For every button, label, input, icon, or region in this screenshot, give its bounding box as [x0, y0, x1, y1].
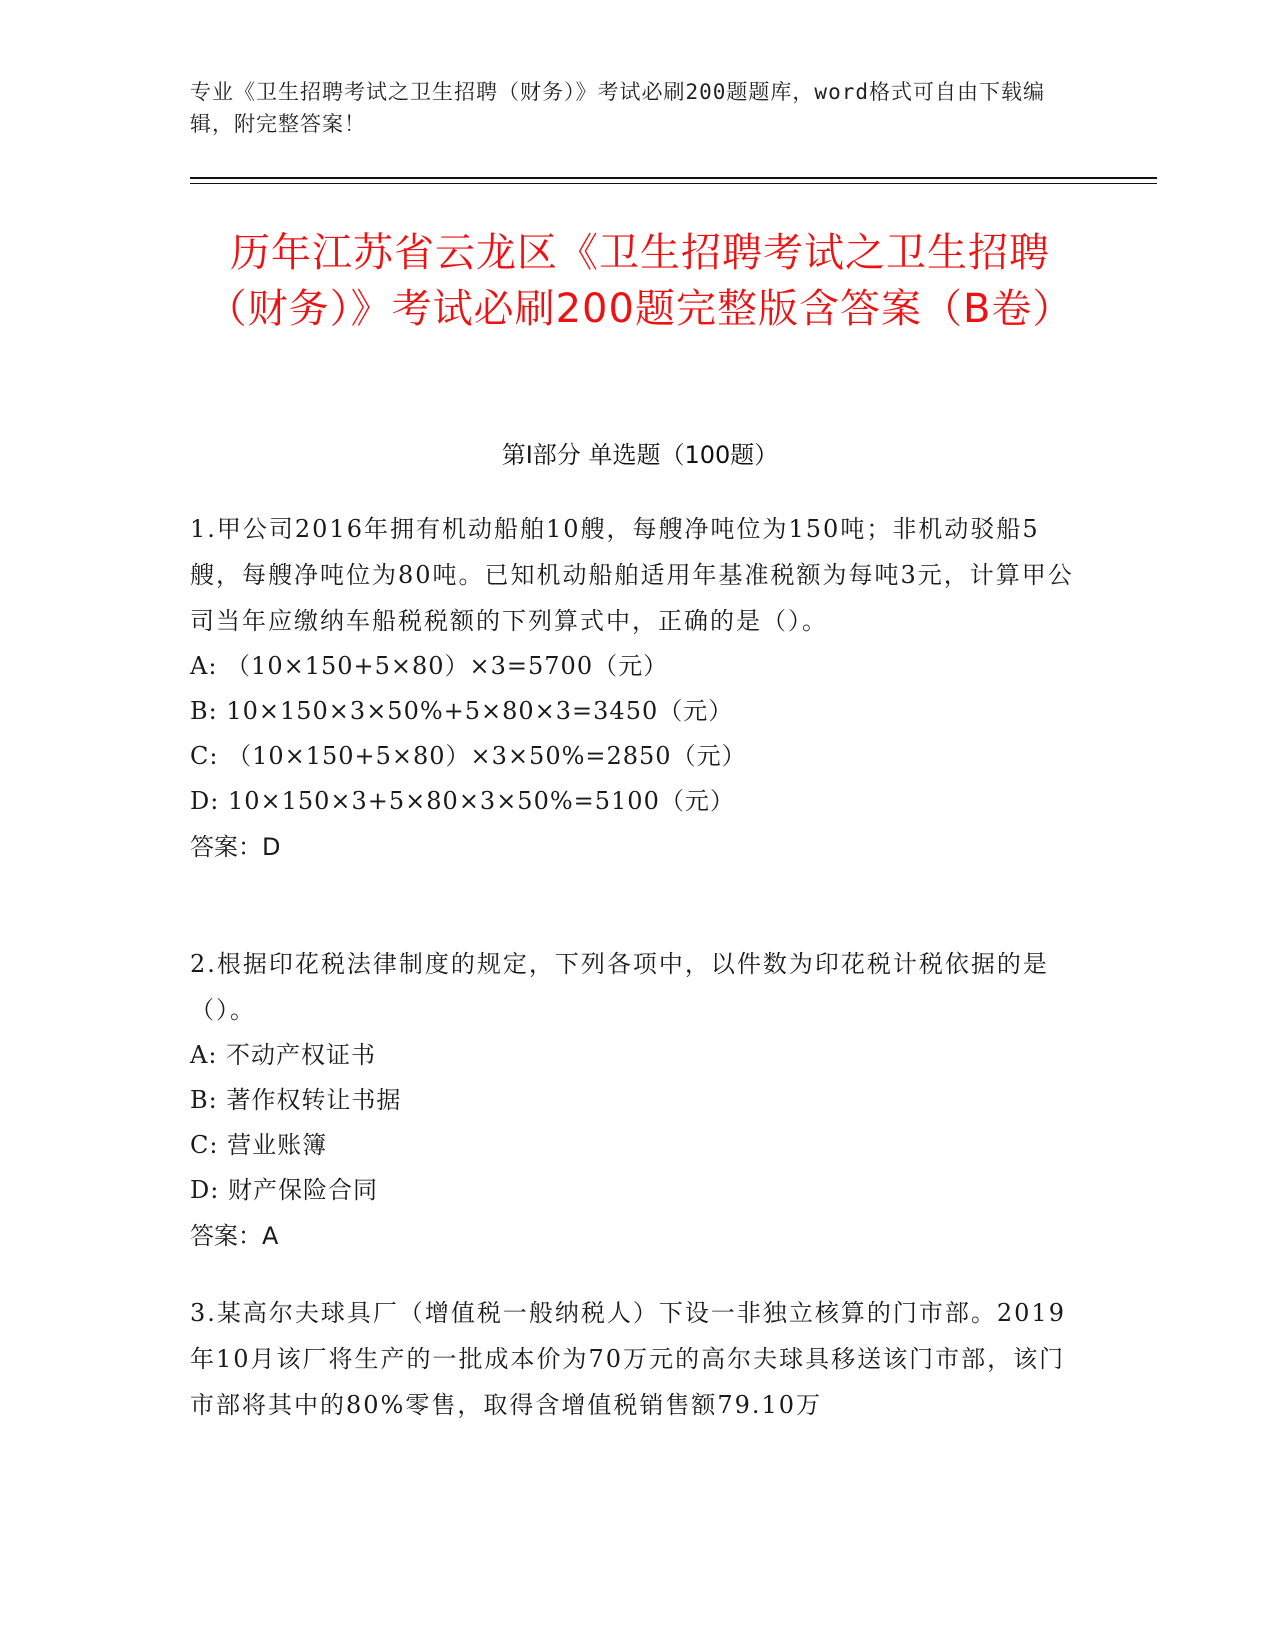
option-c: C: 营业账簿 [190, 1131, 328, 1159]
answer: 答案：D [190, 833, 281, 861]
section-heading: 第I部分 单选题（100题） [501, 441, 779, 469]
header-note: 专业《卫生招聘考试之卫生招聘（财务）》考试必刷200题题库，word格式可自由下载编辑，附完整答案！ [190, 80, 1045, 136]
option-b: B: 10×150×3×50%+5×80×3=3450（元） [190, 697, 734, 725]
question-stem: 2.根据印花税法律制度的规定，下列各项中，以件数为印花税计税依据的是（）。 [190, 950, 1049, 1024]
option-a: A: （10×150+5×80）×3=5700（元） [190, 652, 669, 680]
question-3 [190, 1290, 1080, 1428]
option-b: B: 著作权转让书据 [190, 1086, 402, 1114]
document-title: 历年江苏省云龙区《卫生招聘考试之卫生招聘（财务）》考试必刷200题完整版含答案（B卷） [206, 230, 1074, 332]
option-c: C: （10×150+5×80）×3×50%=2850（元） [190, 742, 747, 770]
question-1 [190, 506, 1080, 870]
question-stem: 1.甲公司2016年拥有机动船舶10艘，每艘净吨位为150吨；非机动驳船5艘，每艘净吨位为80吨。已知机动船舶适用年基准税额为每吨3元，计算甲公司当年应缴纳车船税税额的下列算式中，正确的是（）。 [190, 515, 1074, 635]
option-a: A: 不动产权证书 [190, 1041, 377, 1069]
option-d: D: 财产保险合同 [190, 1176, 378, 1204]
question-stem: 3.某高尔夫球具厂（增值税一般纳税人）下设一非独立核算的门市部。2019年10月该厂将生产的一批成本价为70万元的高尔夫球具移送该门市部，该门市部将其中的80%零售，取得含增值税销售额79.10万 [190, 1299, 1066, 1419]
answer: 答案：A [190, 1222, 279, 1250]
option-d: D: 10×150×3+5×80×3×50%=5100（元） [190, 787, 735, 815]
question-2 [190, 941, 1080, 1259]
header-rule-thick [190, 177, 1157, 179]
header-rule-thin [190, 183, 1157, 184]
